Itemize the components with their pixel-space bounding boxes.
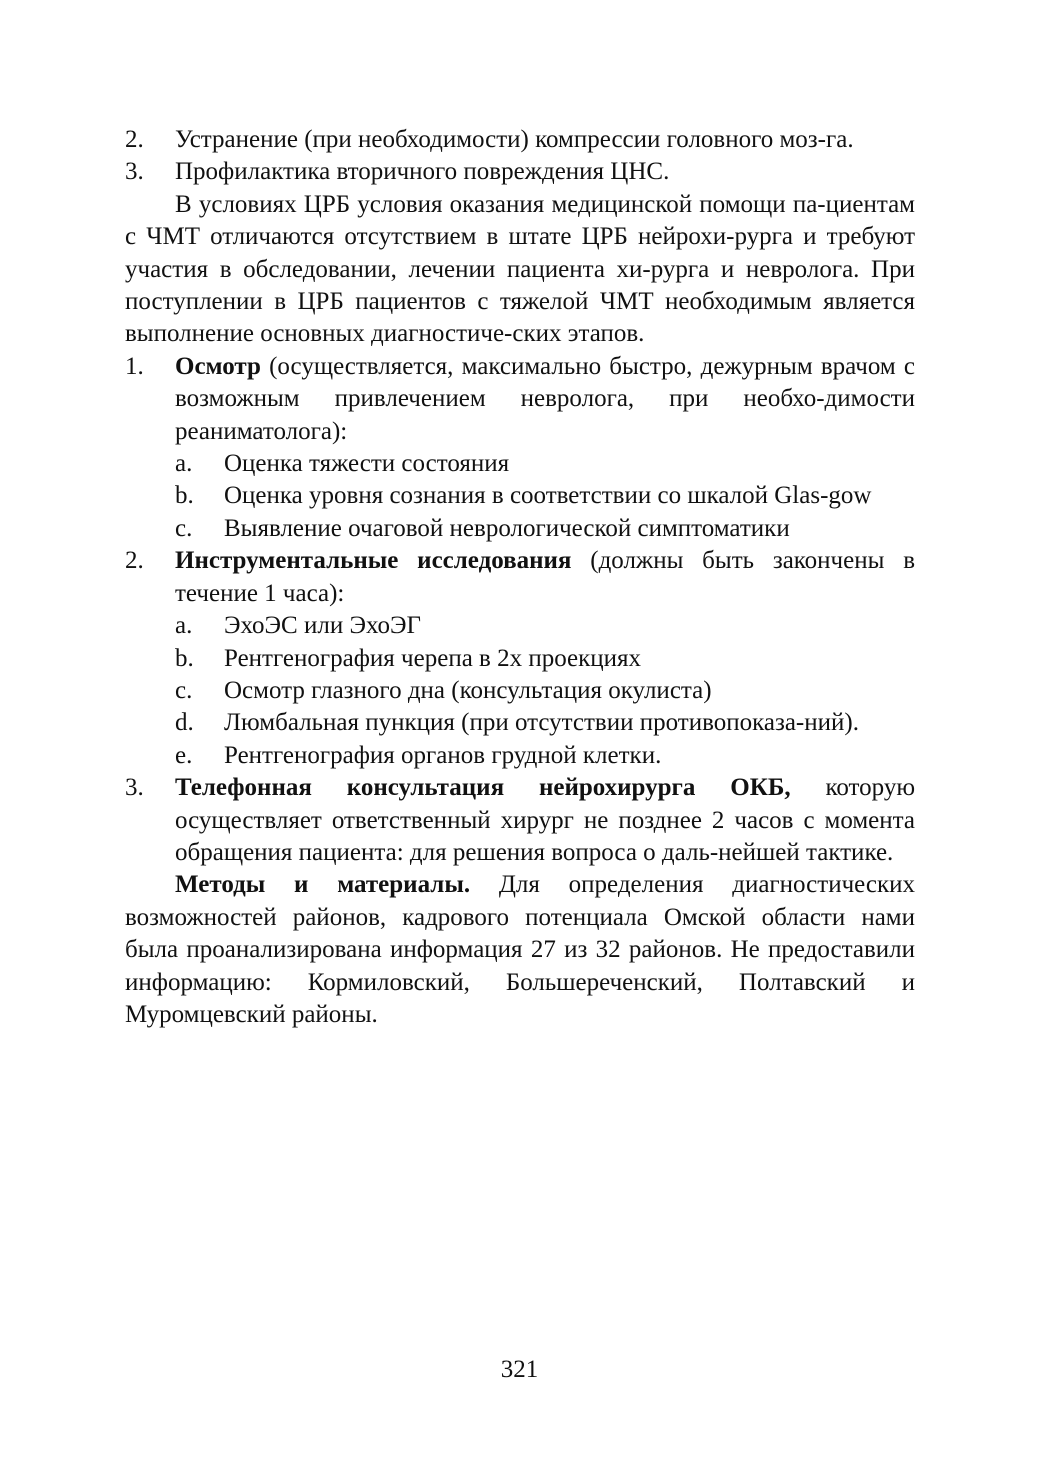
step-item xyxy=(125,772,915,869)
list-item xyxy=(125,156,915,188)
list-text: Профилактика вторичного повреждения ЦНС. xyxy=(175,158,670,186)
sub-item xyxy=(125,480,915,512)
sub-item xyxy=(125,610,915,642)
sub-number: b. xyxy=(175,482,194,510)
sub-text: Выявление очаговой неврологической симптоматики xyxy=(224,514,790,542)
sub-text: ЭхоЭС или ЭхоЭГ xyxy=(224,612,421,640)
step-title: Телефонная консультация нейрохирурга ОКБ, xyxy=(175,774,791,802)
sub-item xyxy=(125,740,915,772)
sub-text: Рентгенография черепа в 2х проекциях xyxy=(224,644,642,672)
sub-item xyxy=(125,513,915,545)
step-item xyxy=(125,351,915,448)
sub-number: a. xyxy=(175,612,193,640)
step-title: Инструментальные исследования xyxy=(175,547,572,575)
step-number: 2. xyxy=(125,547,144,575)
sub-number: a. xyxy=(175,450,193,478)
step-text: (должны быть закончены в течение 1 часа): xyxy=(175,547,916,607)
methods-text: Для определения диагностических возможностей районов, кадрового потенциала Омской области нами была проанализирована информация 27 из 32 районов. Не предоставили информацию: Кормиловский, Большереченский, Полтавский и Муромцевский районы. xyxy=(125,871,915,1028)
list-number: 3. xyxy=(125,158,144,186)
sub-text: Осмотр глазного дна (консультация окулиста) xyxy=(224,676,712,704)
step-text: которую осуществляет ответственный хирург не позднее 2 часов с момента обращения пациента: для решения вопроса о даль-нейшей тактике. xyxy=(175,774,915,866)
sub-item xyxy=(125,643,915,675)
step-item xyxy=(125,545,915,610)
sub-number: e. xyxy=(175,741,193,769)
sub-number: d. xyxy=(175,709,194,737)
methods-paragraph xyxy=(125,869,915,1031)
list-number: 2. xyxy=(125,126,144,153)
sub-text: Люмбальная пункция (при отсутствии противопоказа-ний). xyxy=(224,709,859,737)
step-number: 3. xyxy=(125,774,144,802)
sub-text: Оценка тяжести состояния xyxy=(224,450,510,478)
methods-title: Методы и материалы. xyxy=(175,871,471,899)
sub-number: c. xyxy=(175,514,193,542)
step-title: Осмотр xyxy=(175,352,261,380)
intro-paragraph: В условиях ЦРБ условия оказания медицинской помощи па-циентам с ЧМТ отличаются отсутствием в штате ЦРБ нейрохи-рурга и требуют участия в обследовании, лечении пациента хи-рурга и невролога. При поступлении в ЦРБ пациентов с тяжелой ЧМТ необходимым является выполнение основных диагностиче-ских этапов. xyxy=(125,190,915,348)
step-text: (осуществляется, максимально быстро, дежурным врачом с возможным привлечением невролога, при необхо-димости реаниматолога): xyxy=(175,352,915,445)
sub-item xyxy=(125,675,915,707)
step-number: 1. xyxy=(125,352,144,380)
list-text: Устранение (при необходимости) компрессии головного моз-га. xyxy=(175,126,854,153)
sub-item xyxy=(125,707,915,739)
sub-item xyxy=(125,448,915,480)
page-body xyxy=(125,124,915,1031)
sub-text: Оценка уровня сознания в соответствии со шкалой Glas-gow xyxy=(224,482,872,510)
sub-text: Рентгенография органов грудной клетки. xyxy=(224,741,662,769)
sub-number: b. xyxy=(175,644,194,672)
list-item xyxy=(125,124,915,156)
page-number: 321 xyxy=(500,1356,539,1383)
sub-number: c. xyxy=(175,676,193,704)
